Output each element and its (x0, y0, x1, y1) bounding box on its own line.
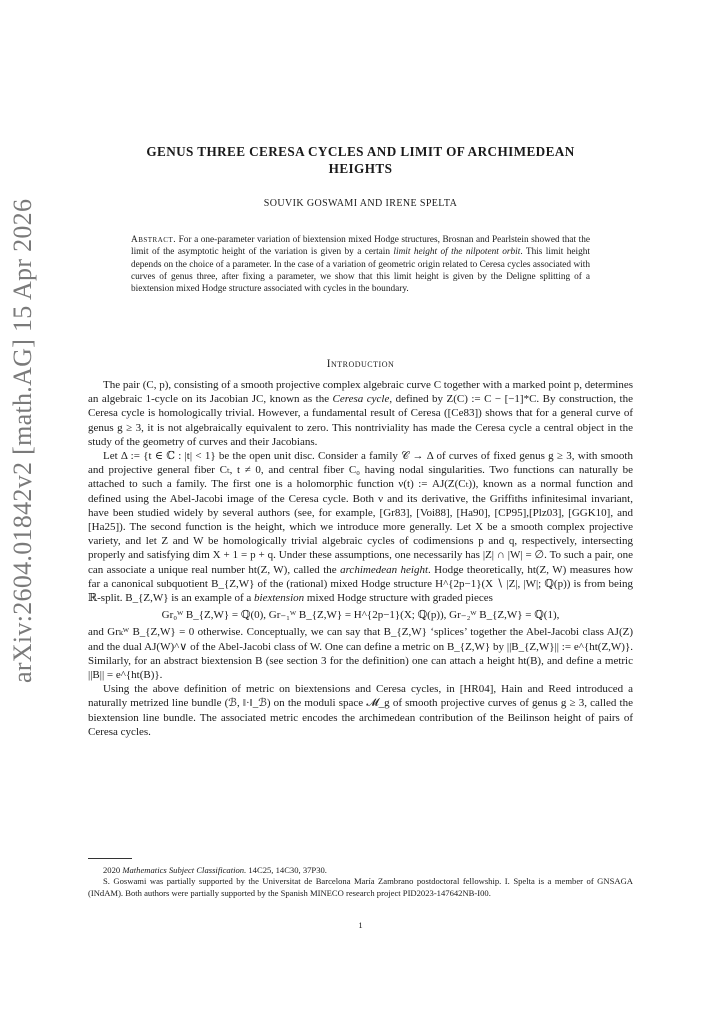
paragraph-4: Using the above definition of metric on biextensions and Ceresa cycles, in [HR04], Hain and Reed introduced a naturally metrized line bundle (ℬ, ‖·‖_ℬ) on the moduli space 𝓜_g of smooth projective curves of genus g ≥ 3, called the biextension line bundle. The associated metric encodes the archimedean contribution of the Beilinson height of pairs of Ceresa cycles. (88, 683, 633, 738)
p2-emphasis-1: archimedean height (340, 563, 428, 576)
paragraph-1 (88, 378, 633, 449)
display-equation: Gr₀ᵂ B_{Z,W} = ℚ(0), Gr₋₁ᵂ B_{Z,W} = H^{2p−1}(X; ℚ(p)), Gr₋₂ᵂ B_{Z,W} = ℚ(1), (161, 609, 560, 622)
p2-text-c: mixed Hodge structure with graded pieces (304, 592, 493, 605)
abstract-label: Abstract. (131, 235, 177, 245)
authors: SOUVIK GOSWAMI AND IRENE SPELTA (263, 198, 458, 209)
body-text (88, 378, 633, 739)
abstract-text-a: For a one-parameter variation of biextension mixed Hodge structures, Brosnan and Pearlstein showed that the limit of the asymptotic height of the variation is given by a certain (131, 235, 590, 258)
footnote-rule (88, 858, 132, 859)
p1-text-a: The pair (C, p), consisting of a smooth projective complex algebraic curve C together with a marked point p, determines an algebraic 1-cycle on its Jacobian JC, known as the (88, 379, 633, 406)
p2-text-a: Let Δ := {t ∈ ℂ : |t| < 1} be the open unit disc. Consider a family 𝒞 → Δ of curves of fixed genus g ≥ 3, with smooth and projective general fiber Cₜ, t ≠ 0, and central fiber C₀ having nodal singularities. Two functions can naturally be attached to such a family. The first one is a holomorphic function ν(t) := AJ(Z(Cₜ)), known as a normal function and defined using the Abel-Jacobi image of the Ceresa cycle. Both ν and its derivative, the Griffiths infinitesimal invariant, have been studied widely by several authors (see, for example, [Gr83], [Voi88], [Ha90], [CP95],[Plz03], [GGK10], and [Ha25]). The second function is the height, which we introduce more generally. Let X be a smooth complex projective variety, and let Z and W be homologically trivial algebraic cycles of codimensions p and q, respectively, intersecting properly and satisfying dim X + 1 = p + q. Under these assumptions, one necessarily has |Z| ∩ |W| = ∅. To such a pair, one can associate a unique real number ht(Z, W), called the (88, 450, 633, 576)
paragraph-2 (88, 449, 633, 605)
p1-text-b: , defined by Z(C) := C − [−1]*C. By construction, the Ceresa cycle is homologically trivial. However, a fundamental result of Ceresa ([Ce83]) shows that for a general curve of genus g ≥ 3, it is not algebraically equivalent to zero. This nontriviality has made the Ceresa cycle a central object in the study of the geometry of curves and their Jacobians. (88, 393, 633, 448)
page-number: 1 (358, 920, 363, 930)
msc-year: 2020 (103, 865, 123, 875)
title-line-1: GENUS THREE CERESA CYCLES AND LIMIT OF ARCHIMEDEAN (146, 144, 575, 159)
footnote-funding: S. Goswami was partially supported by the Universitat de Barcelona María Zambrano postdoctoral fellowship. I. Spelta is a member of GNSAGA (INdAM). Both authors were partially supported by the Spanish MINECO research project PID2023-147642NB-I00. (88, 876, 633, 898)
p2-text-b: . Hodge theoretically, ht(Z, W) measures how far a canonical subquotient B_{Z,W} of the (rational) mixed Hodge structure H^{2p−1}(X ∖ |Z|, |W|; ℚ(p)) is from being ℝ-split. B_{Z,W} is an example of a (88, 563, 634, 605)
paper-title (88, 143, 633, 177)
paragraph-3: and Grₖᵂ B_{Z,W} = 0 otherwise. Conceptually, we can say that B_{Z,W} ‘splices’ together the Abel-Jacobi class AJ(Z) and the dual AJ(W)^∨ of the Abel-Jacobi class of W. One can define a metric on B_{Z,W} by ||B_{Z,W}|| := e^{ht(Z,W)}. Similarly, for an abstract biextension B (see section 3 for the definition) one can attach a height ht(B), and define a metric ||B|| = e^{ht(B)}. (88, 626, 633, 682)
footnote-msc (88, 865, 633, 876)
msc-label: Mathematics Subject Classification. (122, 865, 247, 875)
arxiv-identifier: arXiv:2604.01842v2 [math.AG] 15 Apr 2026 (8, 198, 37, 683)
section-heading: Introduction (326, 358, 395, 370)
abstract-emphasis: limit height of the nilpotent orbit (393, 247, 521, 258)
msc-codes: 14C25, 14C30, 37P30. (246, 865, 327, 875)
abstract (131, 234, 590, 295)
p1-emphasis: Ceresa cycle (332, 393, 390, 406)
title-line-2: HEIGHTS (328, 161, 393, 176)
footnotes (88, 865, 633, 899)
p2-emphasis-2: biextension (254, 592, 305, 605)
abstract-text-b: . This limit height depends on the choice of a parameter. In the case of a variation of geometric origin related to Ceresa cycles associated with curves of genus three, after fixing a parameter, we show that this limit height is given by the Deligne splitting of a biextension mixed Hodge structure associated with cycles in the boundary. (131, 247, 590, 295)
